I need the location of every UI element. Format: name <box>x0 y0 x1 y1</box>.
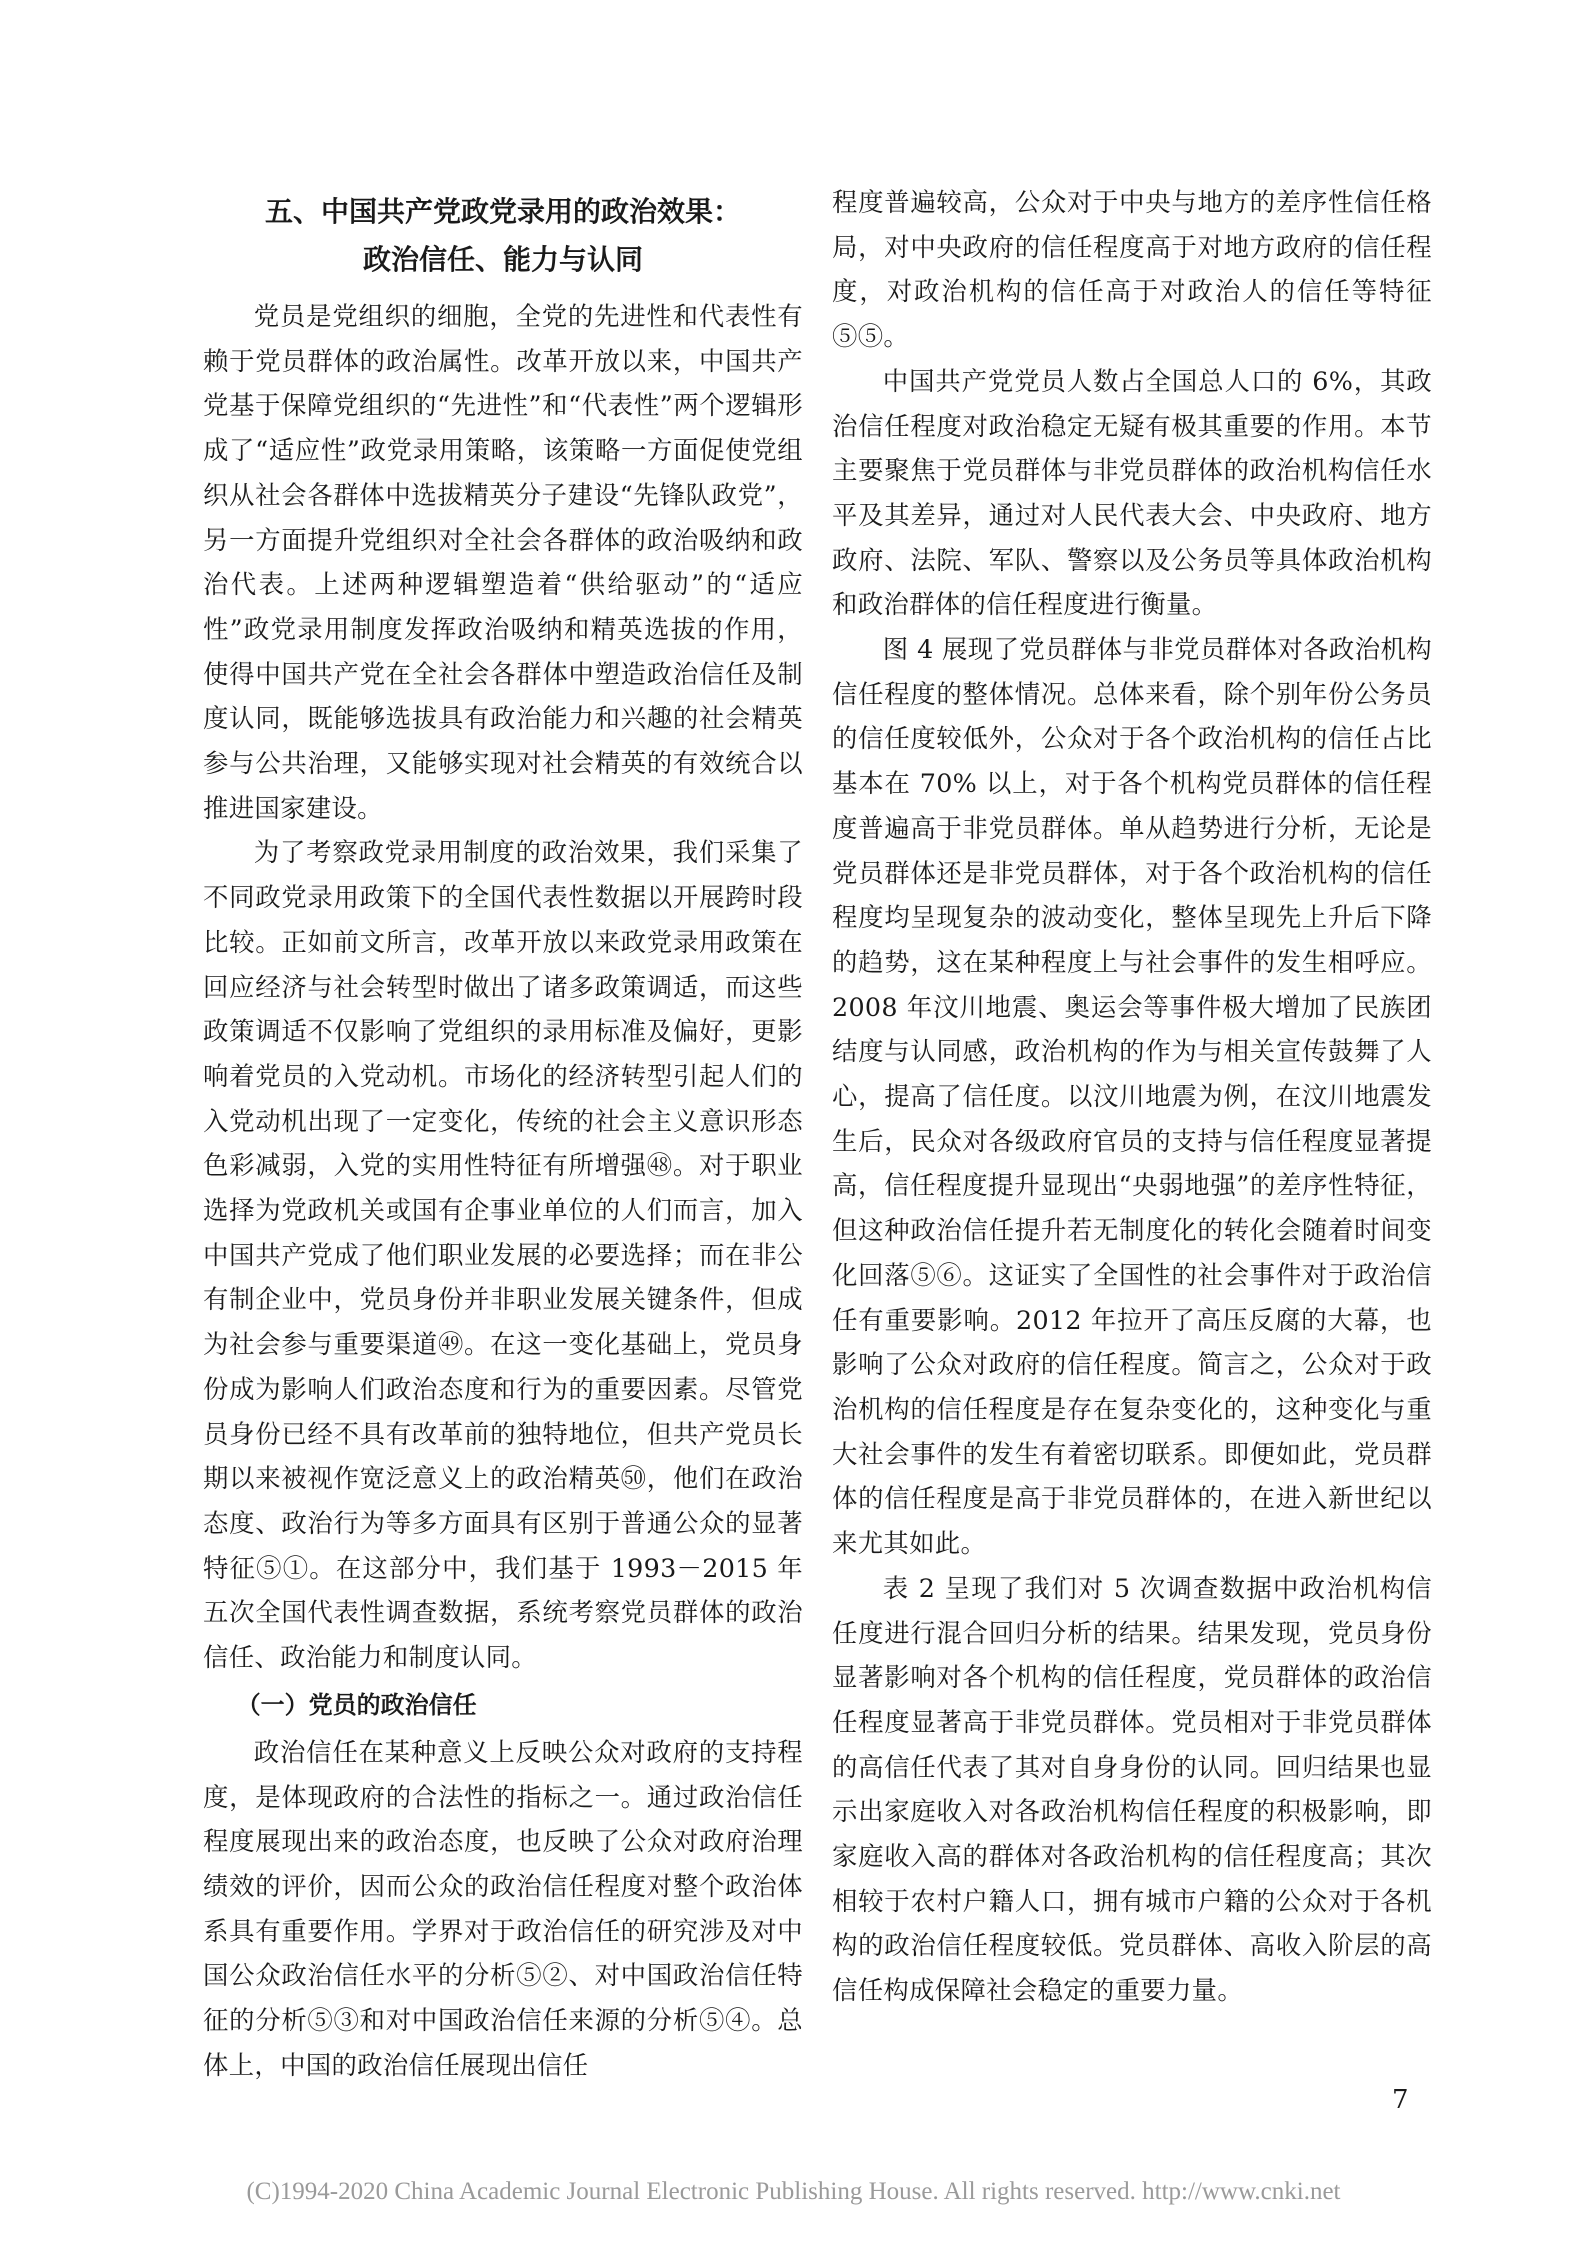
body-paragraph: 党员是党组织的细胞，全党的先进性和代表性有赖于党员群体的政治属性。改革开放以来，中国共产党基于保障党组织的“先进性”和“代表性”两个逻辑形成了“适应性”政党录用策略，该策略一方面促使党组织从社会各群体中选拔精英分子建设“先锋队政党”，另一方面提升党组织对全社会各群体的政治吸纳和政治代表。上述两种逻辑塑造着“供给驱动”的“适应性”政党录用制度发挥政治吸纳和精英选拔的作用，使得中国共产党在全社会各群体中塑造政治信任及制度认同，既能够选拔具有政治能力和兴趣的社会精英参与公共治理，又能够实现对社会精英的有效统合以推进国家建设。 <box>203 301 803 823</box>
section-heading-line-2: 政治信任、能力与认同 <box>362 243 643 276</box>
section-heading-line-1: 五、中国共产党政党录用的政治效果： <box>264 195 741 228</box>
body-paragraph: 图 4 展现了党员群体与非党员群体对各政治机构信任程度的整体情况。总体来看，除个别年份公务员的信任度较低外，公众对于各个政治机构的信任占比基本在 70% 以上，对于各个机构党员群体的信任程度普遍高于非党员群体。单从趋势进行分析，无论是党员群体还是非党员群体，对于各个政治机构的信任程度均呈现复杂的波动变化，整体呈现先上升后下降的趋势，这在某种程度上与社会事件的发生相呼应。2008 年汶川地震、奥运会等事件极大增加了民族团结度与认同感，政治机构的作为与相关宣传鼓舞了人心，提高了信任度。以汶川地震为例，在汶川地震发生后，民众对各级政府官员的支持与信任程度显著提高，信任程度提升显现出“央弱地强”的差序性特征，但这种政治信任提升若无制度化的转化会随着时间变化回落⑤⑥。这证实了全国性的社会事件对于政治信任有重要影响。2012 年拉开了高压反腐的大幕，也影响了公众对政府的信任程度。简言之，公众对于政治机构的信任程度是存在复杂变化的，这种变化与重大社会事件的发生有着密切联系。即便如此，党员群体的信任程度是高于非党员群体的，在进入新世纪以来尤其如此。 <box>832 634 1432 1559</box>
body-paragraph: 为了考察政党录用制度的政治效果，我们采集了不同政党录用政策下的全国代表性数据以开展跨时段比较。正如前文所言，改革开放以来政党录用政策在回应经济与社会转型时做出了诸多政策调适，而这些政策调适不仅影响了党组织的录用标准及偏好，更影响着党员的入党动机。市场化的经济转型引起人们的入党动机出现了一定变化，传统的社会主义意识形态色彩减弱，入党的实用性特征有所增强㊽。对于职业选择为党政机关或国有企事业单位的人们而言，加入中国共产党成了他们职业发展的必要选择；而在非公有制企业中，党员身份并非职业发展关键条件，但成为社会参与重要渠道㊾。在这一变化基础上，党员身份成为影响人们政治态度和行为的重要因素。尽管党员身份已经不具有改革前的独特地位，但共产党员长期以来被视作宽泛意义上的政治精英㊿，他们在政治态度、政治行为等多方面具有区别于普通公众的显著特征⑤①。在这部分中，我们基于 1993－2015 年五次全国代表性调查数据，系统考察党员群体的政治信任、政治能力和制度认同。 <box>203 837 803 1673</box>
subsection-heading: （一）党员的政治信任 <box>236 1690 477 1719</box>
right-column <box>832 180 1432 2013</box>
body-paragraph: 政治信任在某种意义上反映公众对政府的支持程度，是体现政府的合法性的指标之一。通过政治信任程度展现出来的政治态度，也反映了公众对政府治理绩效的评价，因而公众的政治信任程度对整个政治体系具有重要作用。学界对于政治信任的研究涉及对中国公众政治信任水平的分析⑤②、对中国政治信任特征的分析⑤③和对中国政治信任来源的分析⑤④。总体上，中国的政治信任展现出信任 <box>203 1736 803 2080</box>
body-paragraph: 表 2 呈现了我们对 5 次调查数据中政治机构信任度进行混合回归分析的结果。结果发现，党员身份显著影响对各个机构的信任程度，党员群体的政治信任程度显著高于非党员群体。党员相对于非党员群体的高信任代表了其对自身身份的认同。回归结果也显示出家庭收入对各政治机构信任程度的积极影响，即家庭收入高的群体对各政治机构的信任程度高；其次相较于农村户籍人口，拥有城市户籍的公众对于各机构的政治信任程度较低。党员群体、高收入阶层的高信任构成保障社会稳定的重要力量。 <box>832 1572 1432 2006</box>
body-paragraph-continued: 程度普遍较高，公众对于中央与地方的差序性信任格局，对中央政府的信任程度高于对地方政府的信任程度，对政治机构的信任高于对政治人的信任等特征⑤⑤。 <box>832 187 1432 352</box>
left-column <box>203 188 803 2087</box>
copyright-footer: (C)1994-2020 China Academic Journal Electronic Publishing House. All rights reserved. http://www.cnki.net <box>246 2178 1341 2205</box>
body-paragraph: 中国共产党党员人数占全国总人口的 6%，其政治信任程度对政治稳定无疑有极其重要的作用。本节主要聚焦于党员群体与非党员群体的政治机构信任水平及其差异，通过对人民代表大会、中央政府、地方政府、法院、军队、警察以及公务员等具体政治机构和政治群体的信任程度进行衡量。 <box>832 365 1432 620</box>
page-number: 7 <box>1392 2085 1409 2115</box>
